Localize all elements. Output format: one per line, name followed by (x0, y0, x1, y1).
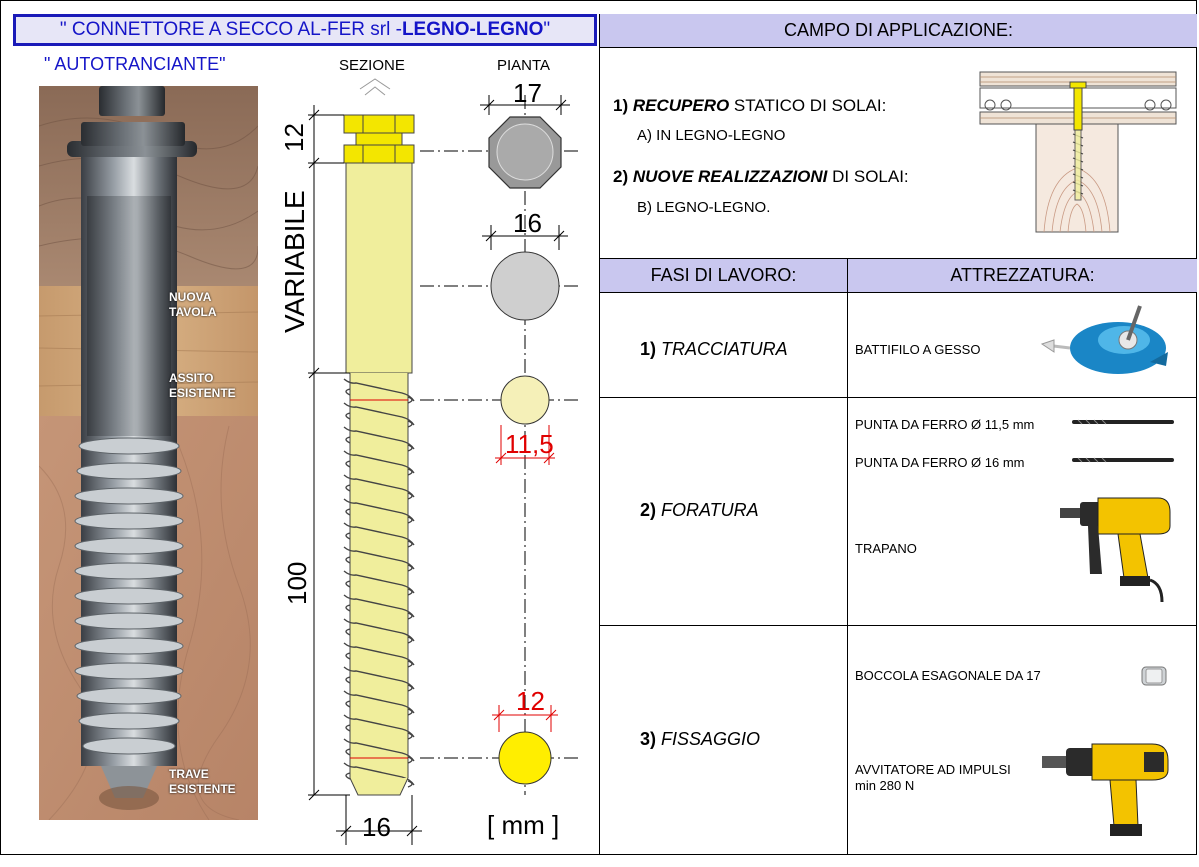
application-item-1 (613, 96, 886, 116)
plan-label: PIANTA (497, 57, 551, 74)
tool-avvitatore-min: min 280 N (855, 778, 915, 793)
chalk-line-icon (1040, 300, 1180, 385)
dim-hex-width: 17 (513, 78, 542, 108)
application-item-2 (613, 167, 909, 187)
dim-thread-width: 12 (516, 686, 545, 716)
phase-3-number: 3) (640, 729, 662, 749)
table-column-divider (847, 259, 848, 855)
divider-vertical (599, 14, 600, 855)
application-header-text: CAMPO DI APPLICAZIONE: (783, 20, 1014, 40)
drill-bit-icon (1072, 454, 1176, 466)
application-item-1-sub: A) IN LEGNO-LEGNO (637, 127, 786, 144)
dim-thread-length: 100 (282, 561, 312, 605)
screw-shank (346, 163, 412, 373)
phase-1-name: TRACCIATURA (661, 339, 788, 359)
phase-2-name: FORATURA (661, 500, 759, 520)
tool-boccola: BOCCOLA ESAGONALE DA 17 (855, 668, 1041, 683)
plan-view (420, 95, 580, 795)
phase-fissaggio (640, 729, 760, 750)
item1-text: STATICO DI SOLAI: (729, 96, 887, 115)
dim-shank-width: 16 (513, 208, 542, 238)
technical-drawing (270, 75, 600, 855)
item1-number: 1) (613, 96, 633, 115)
connector-photo (39, 86, 258, 820)
screw-head (344, 79, 414, 163)
impact-wrench-icon (1040, 738, 1175, 838)
tool-battifilo: BATTIFILO A GESSO (855, 342, 981, 357)
dim-drill-small: 11,5 (505, 429, 554, 459)
units-label: [ mm ] (487, 810, 560, 840)
phase-3-name: FISSAGGIO (661, 729, 761, 749)
section-label: SEZIONE (339, 57, 405, 74)
connector-photo-image (39, 86, 258, 820)
drill-icon (1058, 492, 1176, 604)
tool-trapano: TRAPANO (855, 541, 917, 556)
tool-punta-16: PUNTA DA FERRO Ø 16 mm (855, 455, 1025, 470)
application-item-2-sub: B) LEGNO-LEGNO. (637, 199, 771, 216)
phase-tracciatura (640, 339, 788, 360)
phase-foratura (640, 500, 759, 521)
tool-avvitatore: AVVITATORE AD IMPULSI (855, 762, 1011, 777)
tools-header (848, 259, 1197, 293)
document-title (13, 14, 597, 46)
screw-thread (344, 373, 414, 795)
item2-text: DI SOLAI: (827, 167, 909, 186)
row-divider-1 (600, 397, 1197, 398)
item2-emphasis: NUOVE REALIZZAZIONI (632, 167, 828, 186)
label-assito-esistente: ASSITO ESISTENTE (169, 371, 236, 400)
title-suffix: " (543, 19, 551, 40)
label-nuova-tavola: NUOVA TAVOLA (169, 290, 217, 319)
title-bold: LEGNO-LEGNO (401, 19, 544, 40)
shank-plan (491, 252, 559, 320)
tools-header-text: ATTREZZATURA: (950, 265, 1095, 285)
row-divider-2 (600, 625, 1197, 626)
floor-section-diagram (978, 68, 1178, 233)
phase-1-number: 1) (640, 339, 662, 359)
drill-hole-plan (501, 376, 549, 424)
dim-variable: VARIABILE (279, 190, 310, 333)
section-view (308, 79, 422, 845)
phases-header (600, 259, 847, 293)
dim-head-height: 12 (279, 123, 309, 152)
hex-socket-icon (1140, 664, 1168, 688)
item1-emphasis: RECUPERO (632, 96, 730, 115)
application-header (600, 14, 1197, 48)
subtitle: " AUTOTRANCIANTE" (44, 54, 226, 74)
label-trave-esistente: TRAVE ESISTENTE (169, 767, 236, 796)
phase-2-number: 2) (640, 500, 662, 520)
title-prefix: " CONNETTORE A SECCO AL-FER srl - (59, 19, 402, 40)
phases-header-text: FASI DI LAVORO: (650, 265, 797, 285)
dim-bottom-width: 16 (362, 812, 391, 842)
item2-number: 2) (613, 167, 633, 186)
thread-plan (499, 732, 551, 784)
tool-punta-11-5: PUNTA DA FERRO Ø 11,5 mm (855, 417, 1035, 432)
drill-bit-icon (1072, 416, 1176, 428)
